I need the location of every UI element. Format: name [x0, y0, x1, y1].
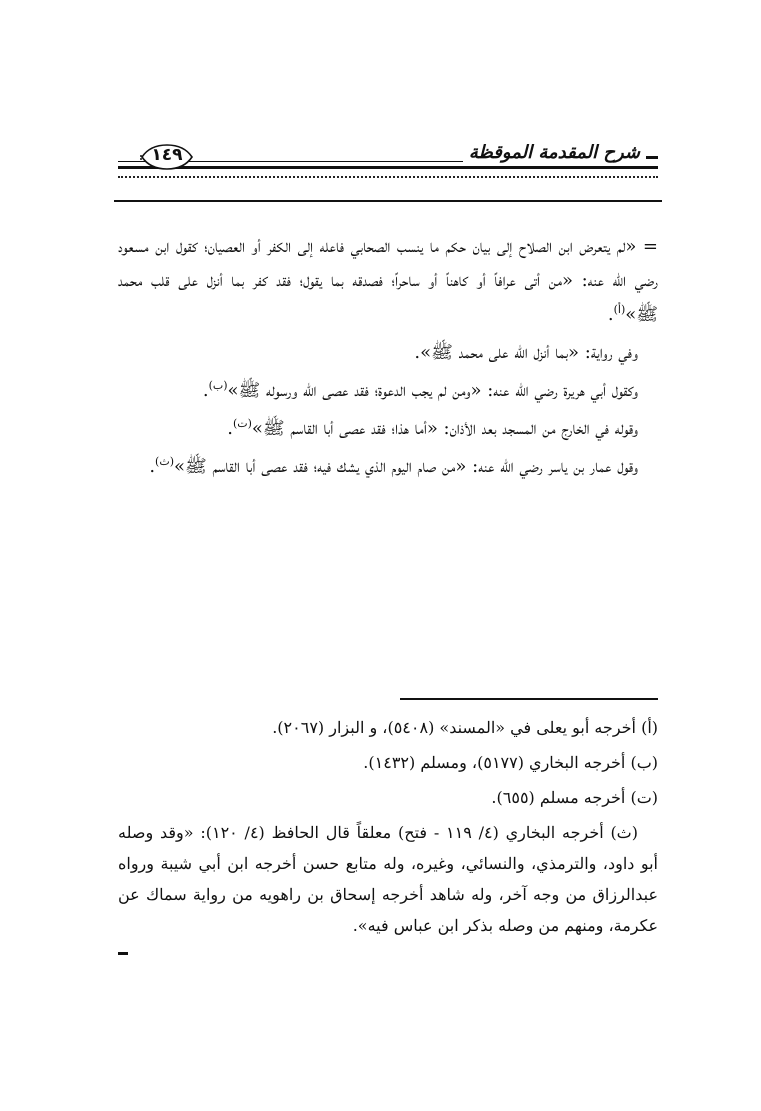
paragraph-text: وفي رواية: «بما أنزل الله على محمد ﷺ».: [414, 342, 638, 363]
footnote-b: (ب) أخرجه البخاري (٥١٧٧)، ومسلم (١٤٣٢).: [363, 753, 658, 772]
paragraph-end: .: [149, 456, 156, 477]
main-text: [118, 230, 658, 488]
paragraph-text: وقول عمار بن ياسر رضي الله عنه: «من صام اليوم الذي يشك فيه؛ فقد عصى أبا القاسم ﷺ»: [174, 456, 638, 477]
note-marker: (ب): [208, 379, 228, 392]
page-number: ١٤٩: [151, 145, 183, 165]
footnotes: [118, 712, 658, 945]
footnote-th: (ث) أخرجه البخاري (٤/ ١١٩ - فتح) معلقاً قال الحافظ (٤/ ١٢٠): «وقد وصله أبو داود، والترمذي، والنسائي، وغيره، وله متابع حسن أخرجه ابن أبي شيبة ورواه عبدالرزاق من وجه آخر، وله شاهد أخرجه إسحاق بن راهويه من رواية سماك عن عكرمة، ومنهم من وصله بذكر ابن عباس فيه».: [118, 823, 658, 935]
paragraph-5: [118, 450, 658, 484]
paragraph-4: [118, 412, 658, 446]
note-marker: (ث): [155, 455, 174, 468]
paragraph-2: [118, 336, 658, 370]
footnote-end-dash: [118, 952, 128, 955]
page-number-frame: [140, 143, 194, 171]
header-end-dash: [644, 156, 658, 159]
note-marker: (أ): [613, 303, 626, 316]
footnote-separator: [400, 698, 658, 700]
paragraph-text: = «لم يتعرض ابن الصلاح إلى بيان حكم ما ينسب الصحابي فاعله إلى الكفر أو العصيان؛ كقول ابن مسعود رضي الله عنه: «من أتى عرافاً أو كاهناً أو ساحراً؛ فصدقه بما يقول؛ فقد كفر بما أنزل على قلب محمد ﷺ»: [118, 236, 658, 325]
header-rule: [114, 200, 662, 202]
paragraph-end: .: [202, 380, 209, 401]
paragraph-end: .: [607, 304, 614, 325]
book-title: شرح المقدمة الموقظة: [463, 142, 646, 163]
paragraph-text: وكقول أبي هريرة رضي الله عنه: «ومن لم يجب الدعوة؛ فقد عصى الله ورسوله ﷺ»: [227, 380, 638, 401]
note-marker: (ت): [232, 417, 252, 430]
page-header: [118, 128, 658, 198]
paragraph-end: .: [227, 418, 233, 439]
footnote-a: (أ) أخرجه أبو يعلى في «المسند» (٥٤٠٨)، و البزار (٢٠٦٧).: [272, 718, 658, 737]
paragraph-text: وقوله في الخارج من المسجد بعد الأذان: «أما هذا؛ فقد عصى أبا القاسم ﷺ»: [251, 418, 638, 439]
header-dotted-line: [118, 176, 658, 178]
paragraph-1: [118, 230, 658, 332]
footnote-t: (ت) أخرجه مسلم (٦٥٥).: [491, 788, 658, 807]
paragraph-3: [118, 374, 658, 408]
header-thick-line: [118, 166, 658, 169]
